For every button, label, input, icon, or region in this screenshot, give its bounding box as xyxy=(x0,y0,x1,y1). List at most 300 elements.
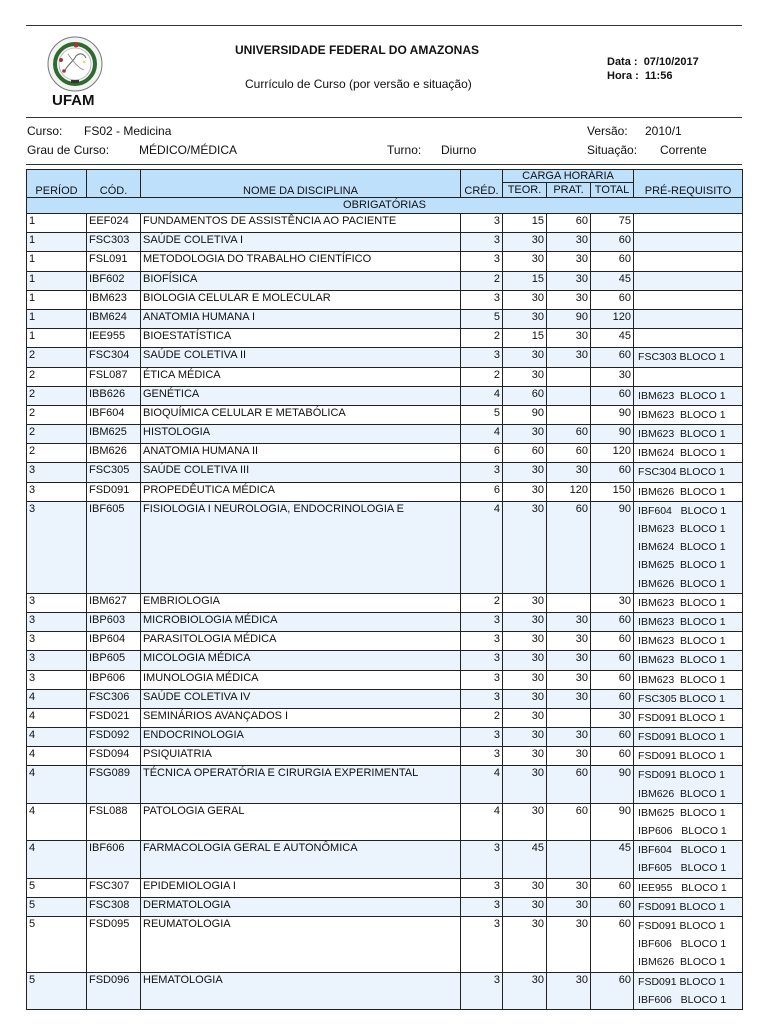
table-row xyxy=(27,689,743,708)
teorica-cell: 30 xyxy=(503,482,547,501)
header-rule xyxy=(26,117,742,118)
table-row xyxy=(27,290,743,309)
pre-requisito-item: FSD091 BLOCO 1 xyxy=(638,731,725,744)
pre-requisito-cell xyxy=(634,897,743,916)
creditos-cell: 4 xyxy=(461,501,503,593)
codigo-cell: FSL087 xyxy=(87,367,141,386)
periodo-cell: 2 xyxy=(27,386,87,405)
pre-requisito-cell xyxy=(634,651,743,670)
pratica-cell: 30 xyxy=(547,972,591,1009)
pre-requisito-cell xyxy=(634,593,743,612)
codigo-cell: FSC303 xyxy=(87,233,141,252)
university-name: UNIVERSIDADE FEDERAL DO AMAZONAS xyxy=(235,43,480,57)
creditos-cell: 6 xyxy=(461,444,503,463)
nome-cell: METODOLOGIA DO TRABALHO CIENTÍFICO xyxy=(141,252,461,271)
table-row xyxy=(27,405,743,424)
pre-requisito-item: IBM626 BLOCO 1 xyxy=(638,956,726,969)
col-creditos: CRÉD. xyxy=(461,170,503,198)
pratica-cell: 60 xyxy=(547,425,591,444)
periodo-cell: 1 xyxy=(27,233,87,252)
codigo-cell: IBF604 xyxy=(87,405,141,424)
pratica-cell: 30 xyxy=(547,329,591,348)
pratica-cell xyxy=(547,841,591,878)
curso-label: Curso: xyxy=(27,124,63,138)
pratica-cell: 30 xyxy=(547,271,591,290)
pre-requisito-cell xyxy=(634,670,743,689)
pre-requisito-empty xyxy=(638,368,740,386)
nome-cell: REUMATOLOGIA xyxy=(141,916,461,972)
periodo-cell: 2 xyxy=(27,425,87,444)
table-row xyxy=(27,463,743,482)
nome-cell: SEMINÁRIOS AVANÇADOS I xyxy=(141,708,461,727)
pre-requisito-cell xyxy=(634,728,743,747)
table-row xyxy=(27,612,743,631)
teorica-cell: 30 xyxy=(503,766,547,803)
pratica-cell xyxy=(547,386,591,405)
total-cell: 45 xyxy=(591,841,634,878)
total-cell: 60 xyxy=(591,878,634,897)
pre-requisito-item: IBM623 BLOCO 1 xyxy=(638,615,726,628)
creditos-cell: 3 xyxy=(461,897,503,916)
pre-requisito-item: IBP606 BLOCO 1 xyxy=(638,825,727,837)
pre-requisito-cell xyxy=(634,444,743,463)
teorica-cell: 30 xyxy=(503,252,547,271)
pre-requisito-cell xyxy=(634,482,743,501)
versao-value: 2010/1 xyxy=(645,124,682,138)
creditos-cell: 4 xyxy=(461,386,503,405)
pre-requisito-item: FSC304 BLOCO 1 xyxy=(638,466,725,479)
pre-requisito-item: IBM623 BLOCO 1 xyxy=(638,389,726,402)
nome-cell: PATOLOGIA GERAL xyxy=(141,803,461,840)
creditos-cell: 2 xyxy=(461,708,503,727)
creditos-cell: 3 xyxy=(461,612,503,631)
pratica-cell: 30 xyxy=(547,463,591,482)
codigo-cell: FSD021 xyxy=(87,708,141,727)
curriculum-table xyxy=(26,169,743,1010)
creditos-cell: 2 xyxy=(461,329,503,348)
total-cell: 30 xyxy=(591,708,634,727)
pre-requisito-item: IBF604 BLOCO 1 xyxy=(638,504,727,517)
pre-requisito-item: FSD091 BLOCO 1 xyxy=(638,769,725,782)
teorica-cell: 15 xyxy=(503,214,547,233)
section-row xyxy=(27,198,743,214)
pre-requisito-item: IBM623 BLOCO 1 xyxy=(638,673,726,686)
codigo-cell: IBF602 xyxy=(87,271,141,290)
codigo-cell: IBP604 xyxy=(87,632,141,651)
codigo-cell: EEF024 xyxy=(87,214,141,233)
pre-requisito-item: IBF604 BLOCO 1 xyxy=(638,844,727,857)
total-cell: 60 xyxy=(591,290,634,309)
creditos-cell: 3 xyxy=(461,632,503,651)
teorica-cell: 30 xyxy=(503,878,547,897)
creditos-cell: 3 xyxy=(461,841,503,878)
creditos-cell: 4 xyxy=(461,425,503,444)
total-cell: 90 xyxy=(591,766,634,803)
pre-requisito-cell xyxy=(634,803,743,840)
nome-cell: FUNDAMENTOS DE ASSISTÊNCIA AO PACIENTE xyxy=(141,214,461,233)
pre-requisito-cell xyxy=(634,916,743,972)
codigo-cell: FSL091 xyxy=(87,252,141,271)
pre-requisito-cell xyxy=(634,501,743,593)
total-cell: 120 xyxy=(591,309,634,328)
pre-requisito-empty xyxy=(638,214,740,232)
pre-requisito-empty xyxy=(638,233,740,251)
table-row xyxy=(27,233,743,252)
pre-requisito-item: IBM624 BLOCO 1 xyxy=(638,447,726,460)
date-value: 07/10/2017 xyxy=(643,56,699,68)
codigo-cell: FSC304 xyxy=(87,348,141,367)
codigo-cell: FSD092 xyxy=(87,728,141,747)
codigo-cell: IBM623 xyxy=(87,290,141,309)
total-cell: 45 xyxy=(591,329,634,348)
pre-requisito-cell xyxy=(634,708,743,727)
periodo-cell: 5 xyxy=(27,897,87,916)
table-row xyxy=(27,651,743,670)
grau-value: MÉDICO/MÉDICA xyxy=(139,143,238,157)
nome-cell: FARMACOLOGIA GERAL E AUTONÔMICA xyxy=(141,841,461,878)
codigo-cell: IBM627 xyxy=(87,593,141,612)
pre-requisito-empty xyxy=(638,252,740,270)
total-cell: 60 xyxy=(591,233,634,252)
table-row xyxy=(27,670,743,689)
codigo-cell: FSG089 xyxy=(87,766,141,803)
teorica-cell: 30 xyxy=(503,463,547,482)
pre-requisito-cell xyxy=(634,386,743,405)
periodo-cell: 4 xyxy=(27,708,87,727)
teorica-cell: 30 xyxy=(503,708,547,727)
teorica-cell: 15 xyxy=(503,329,547,348)
codigo-cell: IBM624 xyxy=(87,309,141,328)
teorica-cell: 60 xyxy=(503,444,547,463)
pre-requisito-item: FSD091 BLOCO 1 xyxy=(638,750,725,763)
pre-requisito-cell xyxy=(634,271,743,290)
creditos-cell: 4 xyxy=(461,803,503,840)
total-cell: 90 xyxy=(591,501,634,593)
codigo-cell: IBP603 xyxy=(87,612,141,631)
creditos-cell: 4 xyxy=(461,766,503,803)
logo-text: UFAM xyxy=(52,92,95,109)
pre-requisito-item: IBF605 BLOCO 1 xyxy=(638,862,727,875)
total-cell: 60 xyxy=(591,348,634,367)
total-cell: 30 xyxy=(591,367,634,386)
creditos-cell: 3 xyxy=(461,972,503,1009)
pre-requisito-cell xyxy=(634,612,743,631)
codigo-cell: IBP606 xyxy=(87,670,141,689)
table-row xyxy=(27,309,743,328)
turno-label: Turno: xyxy=(387,143,422,157)
codigo-cell: FSD096 xyxy=(87,972,141,1009)
info-rule xyxy=(26,164,742,165)
nome-cell: PARASITOLOGIA MÉDICA xyxy=(141,632,461,651)
col-pre-requisito: PRÉ-REQUISITO xyxy=(634,170,743,198)
periodo-cell: 3 xyxy=(27,482,87,501)
creditos-cell: 2 xyxy=(461,271,503,290)
col-nome: NOME DA DISCIPLINA xyxy=(141,170,461,198)
creditos-cell: 3 xyxy=(461,747,503,766)
periodo-cell: 3 xyxy=(27,463,87,482)
teorica-cell: 30 xyxy=(503,425,547,444)
table-row xyxy=(27,841,743,878)
pratica-cell: 30 xyxy=(547,728,591,747)
table-row xyxy=(27,329,743,348)
pre-requisito-empty xyxy=(638,329,740,347)
codigo-cell: IBF605 xyxy=(87,501,141,593)
nome-cell: ANATOMIA HUMANA I xyxy=(141,309,461,328)
total-cell: 90 xyxy=(591,803,634,840)
total-cell: 60 xyxy=(591,916,634,972)
teorica-cell: 30 xyxy=(503,689,547,708)
total-cell: 60 xyxy=(591,386,634,405)
periodo-cell: 5 xyxy=(27,916,87,972)
pratica-cell: 30 xyxy=(547,897,591,916)
pre-requisito-item: FSD091 BLOCO 1 xyxy=(638,711,725,724)
periodo-cell: 1 xyxy=(27,309,87,328)
teorica-cell: 60 xyxy=(503,386,547,405)
periodo-cell: 1 xyxy=(27,290,87,309)
pre-requisito-empty xyxy=(638,310,740,328)
creditos-cell: 3 xyxy=(461,689,503,708)
total-cell: 90 xyxy=(591,425,634,444)
teorica-cell: 45 xyxy=(503,841,547,878)
creditos-cell: 3 xyxy=(461,214,503,233)
nome-cell: ÉTICA MÉDICA xyxy=(141,367,461,386)
codigo-cell: IBM626 xyxy=(87,444,141,463)
teorica-cell: 30 xyxy=(503,651,547,670)
pratica-cell: 60 xyxy=(547,501,591,593)
periodo-cell: 1 xyxy=(27,252,87,271)
pratica-cell: 30 xyxy=(547,670,591,689)
total-cell: 60 xyxy=(591,728,634,747)
pre-requisito-item: IBM623 BLOCO 1 xyxy=(638,428,726,441)
codigo-cell: FSC306 xyxy=(87,689,141,708)
pre-requisito-cell xyxy=(634,878,743,897)
grau-label: Grau de Curso: xyxy=(27,143,110,157)
total-cell: 60 xyxy=(591,632,634,651)
pratica-cell: 30 xyxy=(547,233,591,252)
periodo-cell: 4 xyxy=(27,841,87,878)
table-row xyxy=(27,252,743,271)
teorica-cell: 30 xyxy=(503,348,547,367)
pratica-cell: 30 xyxy=(547,689,591,708)
nome-cell: MICOLOGIA MÉDICA xyxy=(141,651,461,670)
nome-cell: HEMATOLOGIA xyxy=(141,972,461,1009)
teorica-cell: 90 xyxy=(503,405,547,424)
total-cell: 60 xyxy=(591,897,634,916)
teorica-cell: 30 xyxy=(503,309,547,328)
table-row xyxy=(27,593,743,612)
codigo-cell: FSD091 xyxy=(87,482,141,501)
creditos-cell: 5 xyxy=(461,309,503,328)
pre-requisito-cell xyxy=(634,367,743,386)
pre-requisito-cell xyxy=(634,689,743,708)
pre-requisito-cell xyxy=(634,329,743,348)
creditos-cell: 3 xyxy=(461,252,503,271)
table-row xyxy=(27,444,743,463)
pre-requisito-cell xyxy=(634,252,743,271)
turno-value: Diurno xyxy=(441,143,477,157)
periodo-cell: 5 xyxy=(27,972,87,1009)
pratica-cell: 90 xyxy=(547,309,591,328)
pre-requisito-item: FSC303 BLOCO 1 xyxy=(638,351,725,364)
nome-cell: SAÚDE COLETIVA III xyxy=(141,463,461,482)
codigo-cell: FSC305 xyxy=(87,463,141,482)
pre-requisito-item: IBM625 BLOCO 1 xyxy=(638,559,726,572)
pre-requisito-item: FSD091 BLOCO 1 xyxy=(638,900,725,913)
periodo-cell: 2 xyxy=(27,405,87,424)
table-row xyxy=(27,386,743,405)
creditos-cell: 3 xyxy=(461,878,503,897)
creditos-cell: 2 xyxy=(461,593,503,612)
pre-requisito-item: IBM626 BLOCO 1 xyxy=(638,577,726,590)
creditos-cell: 3 xyxy=(461,290,503,309)
curso-value: FS02 - Medicina xyxy=(84,124,172,138)
table-row xyxy=(27,747,743,766)
pratica-cell: 30 xyxy=(547,747,591,766)
table-row xyxy=(27,271,743,290)
creditos-cell: 3 xyxy=(461,916,503,972)
teorica-cell: 30 xyxy=(503,972,547,1009)
ufam-logo xyxy=(40,34,110,112)
periodo-cell: 4 xyxy=(27,689,87,708)
pre-requisito-cell xyxy=(634,747,743,766)
total-cell: 150 xyxy=(591,482,634,501)
situacao-label: Situação: xyxy=(587,143,638,157)
codigo-cell: IBF606 xyxy=(87,841,141,878)
pre-requisito-cell xyxy=(634,972,743,1009)
total-cell: 60 xyxy=(591,689,634,708)
pre-requisito-cell xyxy=(634,309,743,328)
pratica-cell xyxy=(547,367,591,386)
date-label: Data : xyxy=(607,56,638,68)
pre-requisito-item: IBM623 BLOCO 1 xyxy=(638,523,726,535)
periodo-cell: 3 xyxy=(27,632,87,651)
pratica-cell: 30 xyxy=(547,348,591,367)
nome-cell: IMUNOLOGIA MÉDICA xyxy=(141,670,461,689)
table-row xyxy=(27,214,743,233)
nome-cell: PSIQUIATRIA xyxy=(141,747,461,766)
pre-requisito-item: IEE955 BLOCO 1 xyxy=(638,881,727,894)
periodo-cell: 2 xyxy=(27,367,87,386)
teorica-cell: 30 xyxy=(503,632,547,651)
situacao-value: Corrente xyxy=(660,143,707,157)
pratica-cell: 30 xyxy=(547,878,591,897)
pre-requisito-item: IBM623 BLOCO 1 xyxy=(638,596,726,609)
nome-cell: EMBRIOLOGIA xyxy=(141,593,461,612)
creditos-cell: 3 xyxy=(461,670,503,689)
pre-requisito-cell xyxy=(634,841,743,878)
nome-cell: HISTOLOGIA xyxy=(141,425,461,444)
teorica-cell: 30 xyxy=(503,290,547,309)
nome-cell: TÉCNICA OPERATÓRIA E CIRURGIA EXPERIMENTAL xyxy=(141,766,461,803)
teorica-cell: 30 xyxy=(503,916,547,972)
pratica-cell: 120 xyxy=(547,482,591,501)
pre-requisito-item: IBM626 BLOCO 1 xyxy=(638,485,726,498)
teorica-cell: 15 xyxy=(503,271,547,290)
pre-requisito-cell xyxy=(634,233,743,252)
pre-requisito-cell xyxy=(634,290,743,309)
table-row xyxy=(27,482,743,501)
total-cell: 75 xyxy=(591,214,634,233)
pratica-cell: 60 xyxy=(547,803,591,840)
table-row xyxy=(27,972,743,1009)
pratica-cell: 30 xyxy=(547,290,591,309)
total-cell: 90 xyxy=(591,405,634,424)
table-row xyxy=(27,916,743,972)
pre-requisito-empty xyxy=(638,272,740,290)
teorica-cell: 30 xyxy=(503,367,547,386)
pratica-cell: 60 xyxy=(547,214,591,233)
teorica-cell: 30 xyxy=(503,612,547,631)
pre-requisito-cell xyxy=(634,463,743,482)
creditos-cell: 3 xyxy=(461,233,503,252)
nome-cell: FISIOLOGIA I NEUROLOGIA, ENDOCRINOLOGIA E xyxy=(141,501,461,593)
col-carga-horaria: CARGA HORÁRIA xyxy=(503,170,634,183)
pre-requisito-item: IBF606 BLOCO 1 xyxy=(638,938,727,951)
codigo-cell: FSC308 xyxy=(87,897,141,916)
creditos-cell: 5 xyxy=(461,405,503,424)
teorica-cell: 30 xyxy=(503,670,547,689)
nome-cell: BIOLOGIA CELULAR E MOLECULAR xyxy=(141,290,461,309)
teorica-cell: 30 xyxy=(503,803,547,840)
codigo-cell: IBP605 xyxy=(87,651,141,670)
periodo-cell: 3 xyxy=(27,501,87,593)
time-label: Hora : xyxy=(607,70,639,82)
creditos-cell: 2 xyxy=(461,367,503,386)
teorica-cell: 30 xyxy=(503,728,547,747)
periodo-cell: 1 xyxy=(27,329,87,348)
pre-requisito-item: IBF606 BLOCO 1 xyxy=(638,993,727,1006)
report-datetime xyxy=(607,55,699,83)
periodo-cell: 5 xyxy=(27,878,87,897)
codigo-cell: IEE955 xyxy=(87,329,141,348)
nome-cell: EPIDEMIOLOGIA I xyxy=(141,878,461,897)
pre-requisito-item: FSC305 BLOCO 1 xyxy=(638,692,725,705)
periodo-cell: 1 xyxy=(27,214,87,233)
nome-cell: GENÉTICA xyxy=(141,386,461,405)
table-row xyxy=(27,708,743,727)
pre-requisito-cell xyxy=(634,632,743,651)
periodo-cell: 2 xyxy=(27,444,87,463)
pre-requisito-item: IBM626 BLOCO 1 xyxy=(638,787,726,800)
table-row xyxy=(27,878,743,897)
table-row xyxy=(27,897,743,916)
pre-requisito-item: IBM623 BLOCO 1 xyxy=(638,408,726,421)
pratica-cell xyxy=(547,593,591,612)
nome-cell: ENDOCRINOLOGIA xyxy=(141,728,461,747)
pre-requisito-item: IBM623 BLOCO 1 xyxy=(638,654,726,667)
nome-cell: BIOESTATÍSTICA xyxy=(141,329,461,348)
codigo-cell: FSC307 xyxy=(87,878,141,897)
pre-requisito-cell xyxy=(634,348,743,367)
periodo-cell: 4 xyxy=(27,728,87,747)
versao-label: Versão: xyxy=(587,124,628,138)
creditos-cell: 6 xyxy=(461,482,503,501)
periodo-cell: 3 xyxy=(27,651,87,670)
codigo-cell: IBB626 xyxy=(87,386,141,405)
pratica-cell: 60 xyxy=(547,766,591,803)
total-cell: 60 xyxy=(591,670,634,689)
total-cell: 60 xyxy=(591,747,634,766)
col-periodo: PERÍOD xyxy=(27,170,87,198)
pre-requisito-item: IBM624 BLOCO 1 xyxy=(638,541,726,554)
teorica-cell: 30 xyxy=(503,897,547,916)
top-rule xyxy=(26,25,742,26)
codigo-cell: IBM625 xyxy=(87,425,141,444)
table-row xyxy=(27,501,743,593)
periodo-cell: 3 xyxy=(27,612,87,631)
report-title: Currículo de Curso (por versão e situação) xyxy=(245,77,472,91)
col-total: TOTAL xyxy=(591,183,634,198)
